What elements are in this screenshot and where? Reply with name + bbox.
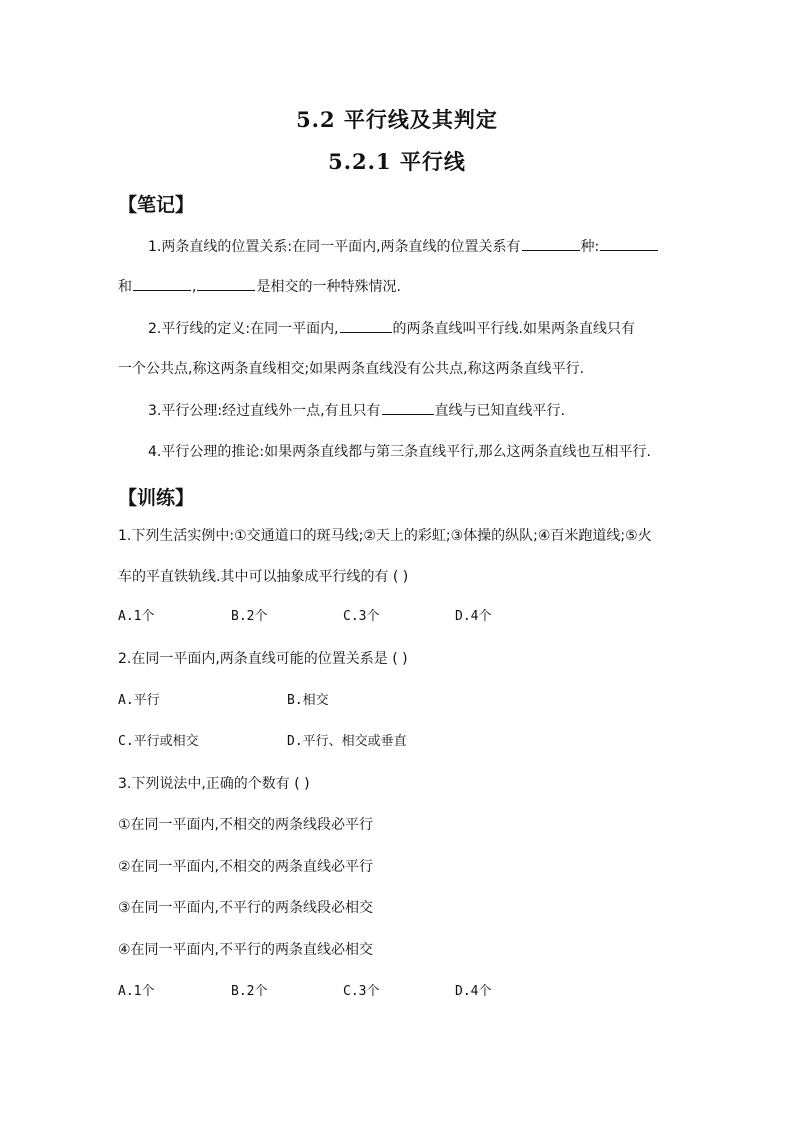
question-2-stem: 2.在同一平面内,两条直线可能的位置关系是 ( ): [118, 651, 408, 667]
question-3-option-b[interactable]: B.2个: [231, 984, 268, 999]
fill-blank[interactable]: [197, 276, 255, 291]
fill-blank[interactable]: [133, 276, 191, 291]
page-title: 5.2 平行线及其判定: [296, 107, 498, 132]
note-text: 和: [118, 279, 132, 295]
question-3-stem: 3.下列说法中,正确的个数有 ( ): [118, 776, 310, 792]
note-text: 直线与已知直线平行.: [434, 403, 565, 419]
question-3-option-c[interactable]: C.3个: [343, 984, 380, 999]
note-item-4: 4.平行公理的推论:如果两条直线都与第三条直线平行,那么这两条直线也互相平行.: [148, 444, 651, 460]
question-1-line-2: 车的平直铁轨线.其中可以抽象成平行线的有 ( ): [118, 569, 409, 585]
question-3-statement: ①在同一平面内,不相交的两条线段必平行: [118, 817, 373, 833]
question-2-option-a[interactable]: A.平行: [118, 693, 160, 708]
question-3-statement: ②在同一平面内,不相交的两条直线必平行: [118, 859, 373, 875]
note-text: 2.平行线的定义:在同一平面内,: [148, 321, 339, 337]
question-3-option-d[interactable]: D.4个: [455, 984, 492, 999]
question-2-option-b[interactable]: B.相交: [287, 693, 329, 708]
note-text: 的两条直线叫平行线.如果两条直线只有: [392, 321, 635, 337]
question-1-option-c[interactable]: C.3个: [343, 609, 380, 624]
note-item-1-line-2: [118, 276, 401, 297]
fill-blank[interactable]: [382, 400, 434, 415]
note-item-3: [148, 400, 565, 421]
question-1-option-d[interactable]: D.4个: [455, 609, 492, 624]
note-text: 是相交的一种特殊情况.: [256, 279, 401, 295]
note-item-2-line-1: [148, 318, 635, 339]
fill-blank[interactable]: [340, 318, 392, 333]
note-text: 1.两条直线的位置关系:在同一平面内,两条直线的位置关系有: [148, 239, 521, 255]
note-text: 种:: [580, 239, 600, 255]
note-item-2-line-2: 一个公共点,称这两条直线相交;如果两条直线没有公共点,称这两条直线平行.: [118, 361, 585, 377]
question-1-line-1: 1.下列生活实例中:①交通道口的斑马线;②天上的彩虹;③体操的纵队;④百米跑道线;⑤火: [118, 528, 652, 544]
question-1-option-b[interactable]: B.2个: [231, 609, 268, 624]
question-2-option-c[interactable]: C.平行或相交: [118, 734, 199, 749]
notes-heading: 【笔记】: [118, 194, 195, 216]
question-3-statement: ④在同一平面内,不平行的两条直线必相交: [118, 942, 373, 958]
question-3-statement: ③在同一平面内,不平行的两条线段必相交: [118, 900, 373, 916]
question-2-option-d[interactable]: D.平行、相交或垂直: [287, 734, 407, 749]
fill-blank[interactable]: [522, 236, 580, 251]
note-item-1-line-1: [148, 236, 659, 257]
note-text: ,: [192, 279, 197, 295]
question-1-option-a[interactable]: A.1个: [118, 609, 155, 624]
note-text: 3.平行公理:经过直线外一点,有且只有: [148, 403, 381, 419]
fill-blank[interactable]: [600, 236, 658, 251]
practice-heading: 【训练】: [118, 487, 195, 509]
page-subtitle: 5.2.1 平行线: [328, 149, 466, 174]
question-3-option-a[interactable]: A.1个: [118, 984, 155, 999]
